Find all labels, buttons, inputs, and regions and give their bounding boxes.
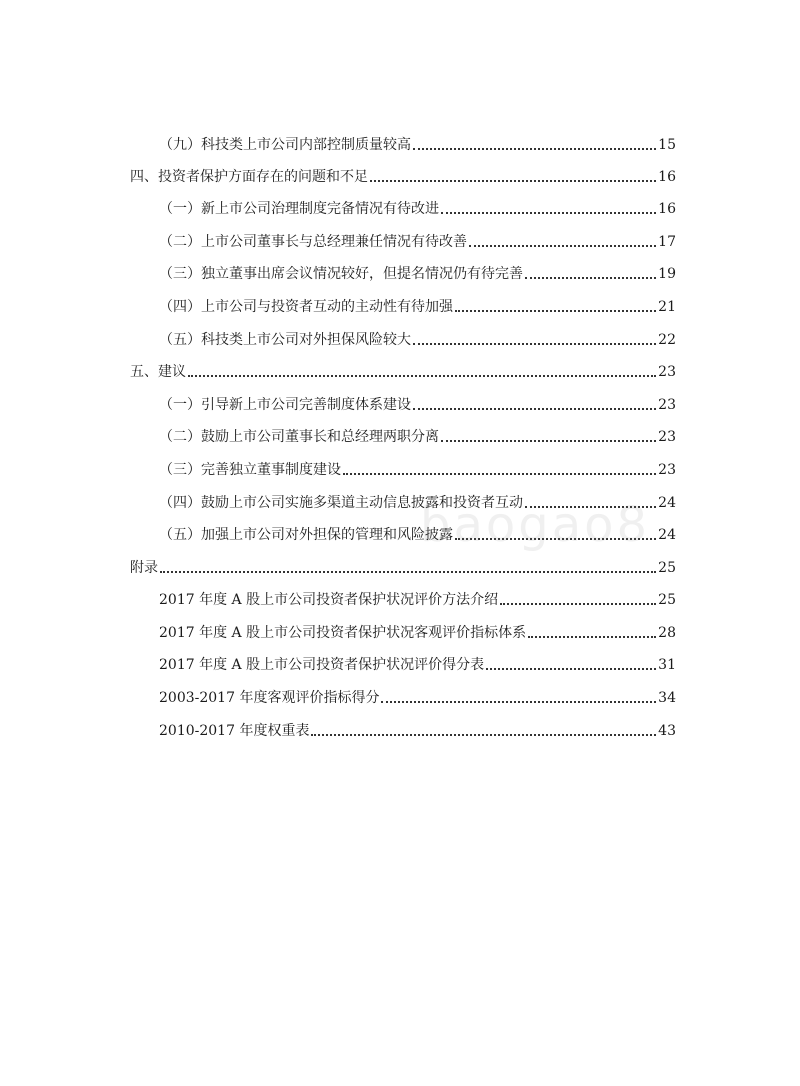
toc-entry-title: （三）独立董事出席会议情况较好，但提名情况仍有待完善 xyxy=(159,266,523,282)
toc-entry-page: 34 xyxy=(658,690,676,706)
toc-entry[interactable] xyxy=(130,555,676,577)
toc-entry[interactable] xyxy=(159,718,676,740)
toc-dot-leader xyxy=(525,506,656,508)
toc-entry-page: 23 xyxy=(658,364,676,380)
toc-entry-title: （二）鼓励上市公司董事长和总经理两职分离 xyxy=(159,429,439,445)
toc-dot-leader xyxy=(343,473,656,475)
toc-dot-leader xyxy=(441,212,656,214)
toc-entry-title: （一）新上市公司治理制度完备情况有待改进 xyxy=(159,201,439,217)
toc-entry[interactable] xyxy=(159,132,676,154)
toc-dot-leader xyxy=(413,408,656,410)
toc-entry[interactable] xyxy=(159,587,676,609)
toc-entry[interactable] xyxy=(159,685,676,707)
toc-entry-page: 25 xyxy=(658,592,676,608)
toc-dot-leader xyxy=(500,603,656,605)
toc-entry-page: 43 xyxy=(658,723,676,739)
toc-entry-title: 2017 年度 A 股上市公司投资者保护状况评价得分表 xyxy=(159,657,485,673)
toc-entry[interactable] xyxy=(159,490,676,512)
toc-entry-page: 21 xyxy=(658,299,676,315)
toc-dot-leader xyxy=(525,277,656,279)
watermark: baogao8 xyxy=(420,497,651,553)
toc-entry-page: 23 xyxy=(658,462,676,478)
toc-entry-page: 17 xyxy=(658,234,676,250)
toc-entry-title: （一）引导新上市公司完善制度体系建设 xyxy=(159,397,411,413)
toc-entry-title: （四）上市公司与投资者互动的主动性有待加强 xyxy=(159,299,453,315)
toc-entry-page: 19 xyxy=(658,266,676,282)
toc-entry-page: 25 xyxy=(658,560,676,576)
toc-dot-leader xyxy=(188,375,656,377)
toc-entry-title: 2017 年度 A 股上市公司投资者保护状况客观评价指标体系 xyxy=(159,625,527,641)
toc-entry[interactable] xyxy=(159,652,676,674)
toc-entry-page: 24 xyxy=(658,495,676,511)
toc-entry-title: （二）上市公司董事长与总经理兼任情况有待改善 xyxy=(159,234,467,250)
toc-entry[interactable] xyxy=(159,424,676,446)
toc-entry[interactable] xyxy=(159,196,676,218)
toc-entry-title: （五）科技类上市公司对外担保风险较大 xyxy=(159,332,411,348)
toc-entry-title: 附录 xyxy=(130,560,158,576)
toc-entry-title: （三）完善独立董事制度建设 xyxy=(159,462,341,478)
toc-entry[interactable] xyxy=(159,229,676,251)
toc-entry[interactable] xyxy=(159,522,676,544)
toc-dot-leader xyxy=(455,538,656,540)
toc-dot-leader xyxy=(381,701,656,703)
toc-entry-page: 15 xyxy=(658,137,676,153)
toc-entry[interactable] xyxy=(159,261,676,283)
toc-dot-leader xyxy=(469,245,656,247)
toc-entry-page: 23 xyxy=(658,397,676,413)
toc-entry[interactable] xyxy=(130,359,676,381)
toc-entry[interactable] xyxy=(159,294,676,316)
toc-entry-page: 23 xyxy=(658,429,676,445)
toc-dot-leader xyxy=(528,636,656,638)
toc-entry[interactable] xyxy=(130,164,676,186)
toc-entry-title: 2017 年度 A 股上市公司投资者保护状况评价方法介绍 xyxy=(159,592,499,608)
toc-dot-leader xyxy=(441,440,656,442)
toc-dot-leader xyxy=(413,343,656,345)
toc-dot-leader xyxy=(370,180,656,182)
toc-entry-title: （五）加强上市公司对外担保的管理和风险披露 xyxy=(159,527,453,543)
toc-entry-title: （九）科技类上市公司内部控制质量较高 xyxy=(159,137,411,153)
toc-entry-page: 22 xyxy=(658,332,676,348)
toc-entry-page: 16 xyxy=(658,169,676,185)
toc-entry-page: 24 xyxy=(658,527,676,543)
toc-entry-page: 28 xyxy=(658,625,676,641)
toc-entry-title: （四）鼓励上市公司实施多渠道主动信息披露和投资者互动 xyxy=(159,495,523,511)
toc-entry-title: 2010-2017 年度权重表 xyxy=(159,723,310,739)
toc-entry[interactable] xyxy=(159,620,676,642)
toc-entry-page: 31 xyxy=(658,657,676,673)
toc-entry-title: 四、投资者保护方面存在的问题和不足 xyxy=(130,169,368,185)
toc-dot-leader xyxy=(311,734,656,736)
toc-entry[interactable] xyxy=(159,327,676,349)
toc-dot-leader xyxy=(160,571,656,573)
toc-dot-leader xyxy=(455,310,656,312)
toc-dot-leader xyxy=(413,148,656,150)
toc-entry[interactable] xyxy=(159,392,676,414)
toc-entry-title: 2003-2017 年度客观评价指标得分 xyxy=(159,690,380,706)
toc-entry-title: 五、建议 xyxy=(130,364,186,380)
toc-dot-leader xyxy=(486,668,656,670)
toc-entry[interactable] xyxy=(159,457,676,479)
toc-entry-page: 16 xyxy=(658,201,676,217)
